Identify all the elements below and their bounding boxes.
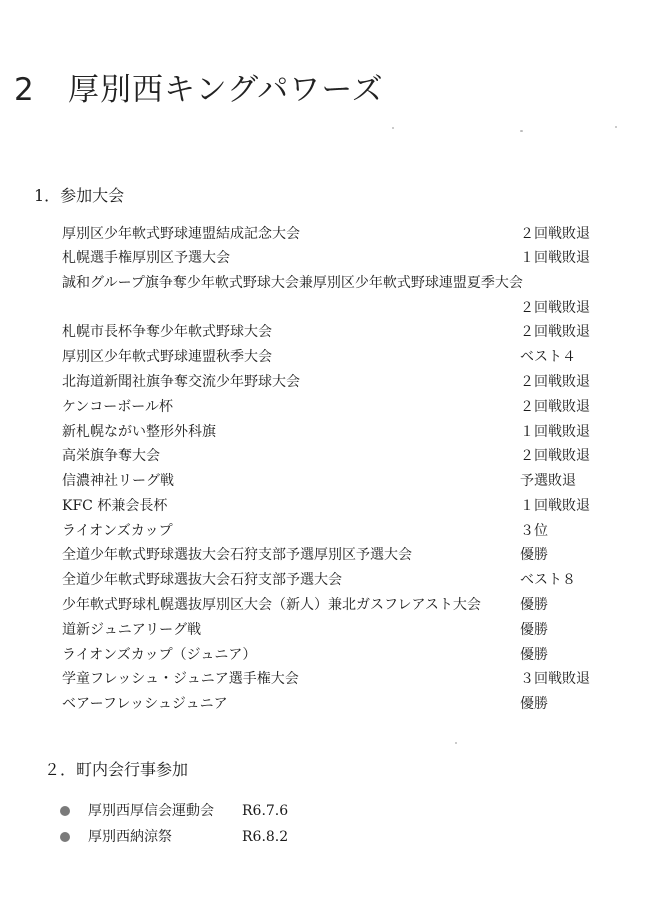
bullet-icon: [60, 806, 70, 816]
tournament-result: ベスト８: [520, 572, 576, 588]
list-item: [62, 568, 622, 592]
list-item: [62, 320, 622, 344]
tournament-result: ２回戦敗退: [520, 399, 590, 415]
tournament-name: 札幌市長杯争奪少年軟式野球大会: [62, 324, 272, 340]
event-name: 厚別西厚信会運動会: [88, 803, 214, 819]
tournament-result: １回戦敗退: [520, 250, 590, 266]
tournament-name: ベアーフレッシュジュニア: [62, 696, 228, 712]
tournament-name: 全道少年軟式野球選抜大会石狩支部予選大会: [62, 572, 342, 588]
tournament-name: 誠和グループ旗争奪少年軟式野球大会兼厚別区少年軟式野球連盟夏季大会: [62, 275, 523, 291]
tournament-name: ライオンズカップ（ジュニア）: [62, 647, 257, 663]
section-title: 町内会行事参加: [76, 760, 189, 779]
list-item: [62, 643, 622, 667]
tournament-result: 優勝: [520, 547, 548, 563]
tournaments-heading: 1．参加大会: [34, 186, 125, 205]
section-number: 2: [14, 72, 35, 108]
list-item: [62, 543, 622, 567]
list-item: [62, 296, 622, 320]
list-item: [62, 420, 622, 444]
tournament-result: 優勝: [520, 696, 548, 712]
list-item: [62, 692, 622, 716]
page-title: [14, 64, 384, 109]
scan-speck: [392, 127, 394, 129]
list-item: [62, 494, 622, 518]
tournament-result: ２回戦敗退: [520, 324, 590, 340]
tournament-name: ケンコーボール杯: [62, 399, 174, 415]
list-item: [62, 345, 622, 369]
bullet-icon: [60, 832, 70, 842]
community-events-heading: [44, 757, 188, 780]
tournament-result: 優勝: [520, 622, 548, 638]
tournament-name: 札幌選手権厚別区予選大会: [62, 250, 230, 266]
list-item: [62, 370, 622, 394]
list-item: [62, 395, 622, 419]
list-item: [62, 469, 622, 493]
tournament-result: ２回戦敗退: [520, 448, 590, 464]
tournament-name: 厚別区少年軟式野球連盟秋季大会: [62, 349, 272, 365]
tournament-result: ２回戦敗退: [520, 226, 590, 242]
section-number: ２．: [44, 760, 77, 779]
tournament-result: ベスト４: [520, 349, 576, 365]
tournament-result: ３回戦敗退: [520, 671, 590, 687]
tournament-result: ３位: [520, 523, 548, 539]
event-date: R6.8.2: [242, 829, 289, 845]
list-item: [62, 271, 622, 295]
tournament-name: 道新ジュニアリーグ戦: [62, 622, 202, 638]
list-item: [62, 667, 622, 691]
list-item: [62, 222, 622, 246]
tournament-name: 全道少年軟式野球選抜大会石狩支部予選厚別区予選大会: [62, 547, 412, 563]
list-item: [62, 444, 622, 468]
tournament-name: 少年軟式野球札幌選抜厚別区大会（新人）兼北ガスフレアスト大会: [62, 597, 481, 613]
tournament-name: 北海道新聞社旗争奪交流少年野球大会: [62, 374, 300, 390]
tournament-name: 高栄旗争奪大会: [62, 448, 160, 464]
event-date: R6.7.6: [242, 803, 289, 819]
tournament-name: 厚別区少年軟式野球連盟結成記念大会: [62, 226, 300, 242]
tournament-result: １回戦敗退: [520, 424, 590, 440]
tournament-result: １回戦敗退: [520, 498, 590, 514]
team-name: 厚別西キングパワーズ: [68, 72, 384, 108]
tournament-name: 信濃神社リーグ戦: [62, 473, 174, 489]
list-item: [62, 246, 622, 270]
scan-speck: [455, 742, 457, 744]
tournament-name: 学童フレッシュ・ジュニア選手権大会: [62, 671, 299, 687]
list-item: [62, 618, 622, 642]
tournament-result: ２回戦敗退: [520, 300, 590, 316]
event-name: 厚別西納涼祭: [88, 829, 172, 845]
scan-speck: [520, 130, 523, 132]
scan-speck: [615, 126, 617, 128]
tournament-name: ライオンズカップ: [62, 523, 173, 539]
tournament-name: KFC 杯兼会長杯: [62, 498, 168, 514]
tournament-result: 優勝: [520, 597, 548, 613]
list-item: [62, 519, 622, 543]
tournament-result: ２回戦敗退: [520, 374, 590, 390]
tournament-name: 新札幌ながい整形外科旗: [62, 424, 216, 440]
list-item: [62, 593, 622, 617]
tournament-result: 優勝: [520, 647, 548, 663]
tournament-result: 予選敗退: [520, 473, 576, 489]
